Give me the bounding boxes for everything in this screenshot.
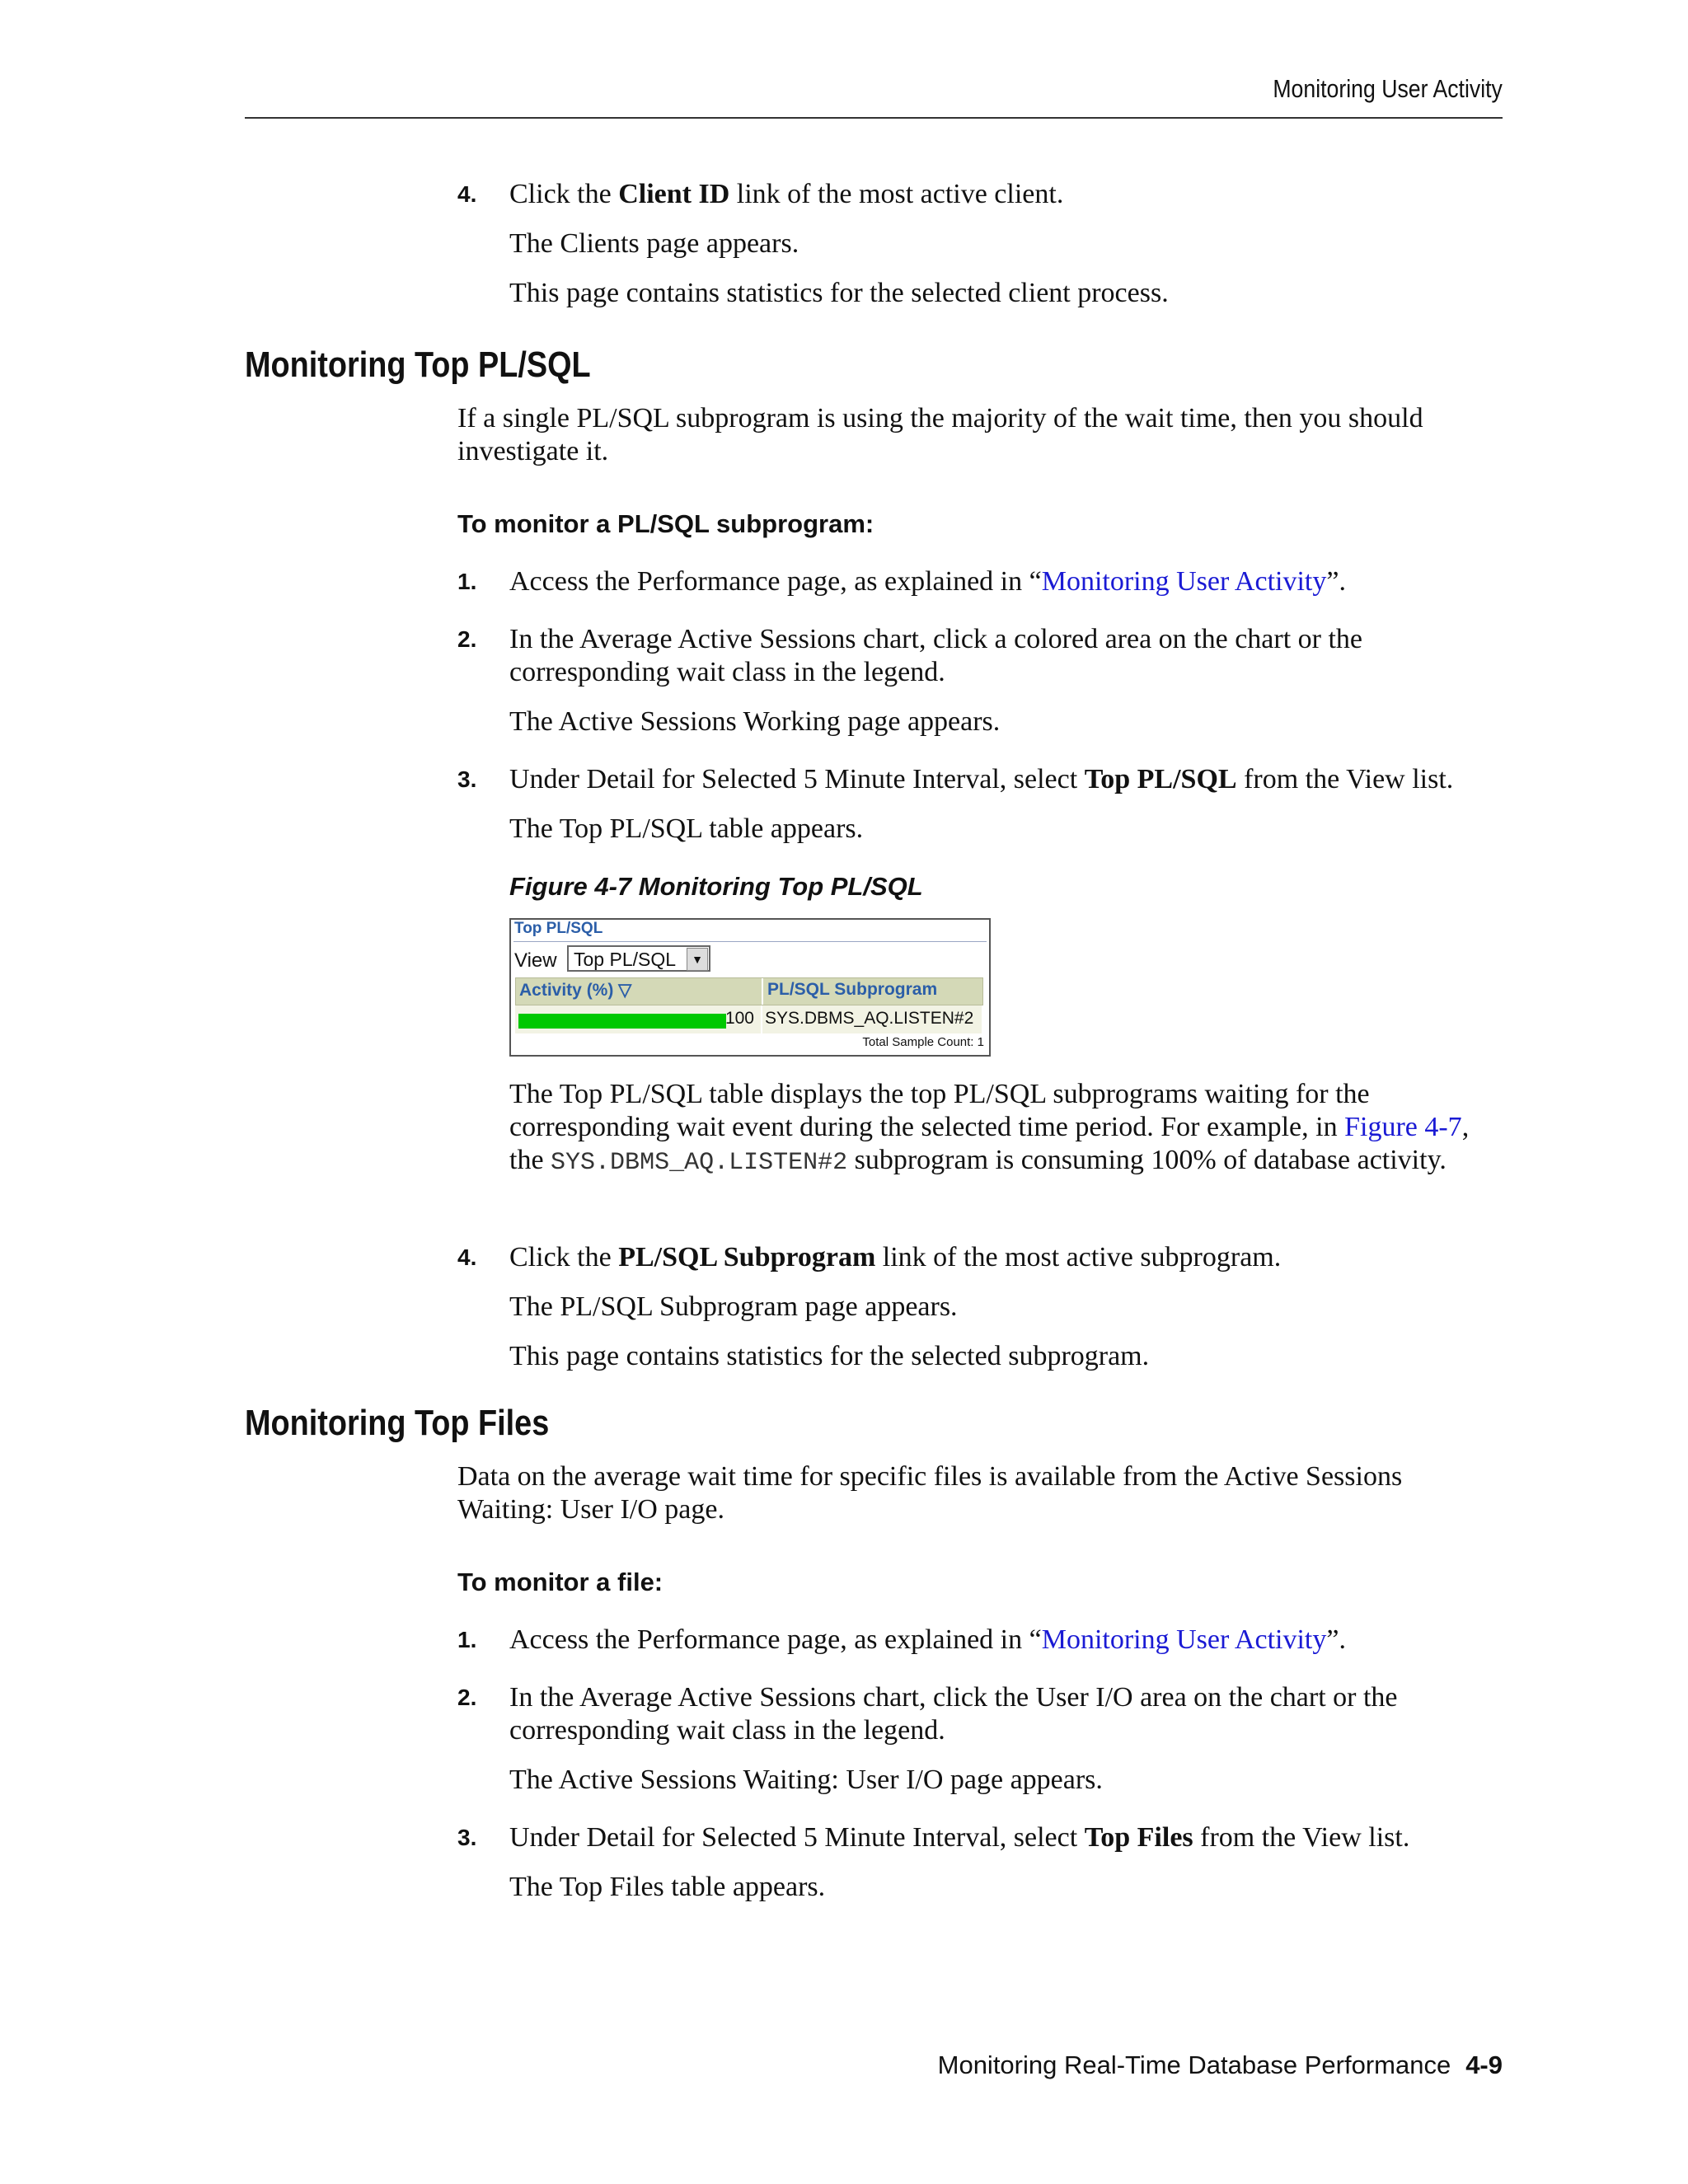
top-plsql-figure xyxy=(509,918,991,1057)
paragraph: This page contains statistics for the selected subprogram. xyxy=(509,1341,1150,1371)
column-separator xyxy=(762,978,763,1005)
activity-column-header[interactable]: Activity (%) ▽ xyxy=(519,981,632,1000)
view-select[interactable] xyxy=(567,945,710,972)
activity-value: 100 xyxy=(724,1009,754,1028)
paragraph: The Top PL/SQL table appears. xyxy=(509,813,864,844)
step-number: 4. xyxy=(457,181,477,207)
activity-bar xyxy=(518,1014,726,1029)
figure-4-7-link[interactable]: Figure 4-7 xyxy=(1344,1112,1462,1142)
paragraph: This page contains statistics for the selected client process. xyxy=(509,278,1169,308)
column-separator xyxy=(761,1005,762,1033)
view-label: View xyxy=(514,949,557,972)
section-intro: Data on the average wait time for specific files is available from the Active Sessions Waiting: User I/O page. xyxy=(457,1461,1403,1525)
divider xyxy=(513,941,987,942)
section-intro: If a single PL/SQL subprogram is using the majority of the wait time, then you should investigate it. xyxy=(457,403,1423,466)
step-number: 2. xyxy=(457,626,477,652)
step-number: 3. xyxy=(457,1825,477,1850)
step-text: In the Average Active Sessions chart, click the User I/O area on the chart or the corresponding wait class in the legend. xyxy=(509,1682,1398,1746)
running-header xyxy=(245,71,1503,119)
page-footer xyxy=(938,2050,1503,2080)
code-subprogram: SYS.DBMS_AQ.LISTEN#2 xyxy=(551,1149,848,1177)
figure-description: The Top PL/SQL table displays the top PL/SQL subprograms waiting for the corresponding wait event during the selected time period. For example, in Figure 4-7, the SYS.DBMS_AQ.LISTEN#2 subprogram is consuming 100% of database activity. xyxy=(509,1079,1470,1177)
subprogram-link[interactable]: SYS.DBMS_AQ.LISTEN#2 xyxy=(765,1009,974,1028)
section-heading-top-plsql: Monitoring Top PL/SQL xyxy=(245,344,591,385)
page-number: 4-9 xyxy=(1465,2050,1503,2079)
paragraph: The Active Sessions Working page appears. xyxy=(509,706,1001,737)
step-text: Access the Performance page, as explained in “Monitoring User Activity”. xyxy=(509,1624,1346,1655)
dropdown-arrow-icon[interactable]: ▼ xyxy=(687,948,708,971)
figure-caption: Figure 4-7 Monitoring Top PL/SQL xyxy=(509,872,923,901)
activity-bar-track xyxy=(518,1014,726,1029)
ui-term: Top Files xyxy=(1084,1822,1193,1853)
table-header xyxy=(515,977,983,1005)
view-select-value: Top PL/SQL xyxy=(574,949,677,970)
step-text: Under Detail for Selected 5 Minute Interval, select Top PL/SQL from the View list. xyxy=(509,764,1454,794)
section-heading-top-files: Monitoring Top Files xyxy=(245,1403,550,1443)
step-text: Click the PL/SQL Subprogram link of the most active subprogram. xyxy=(509,1242,1282,1272)
procedure-title: To monitor a file: xyxy=(457,1568,663,1596)
paragraph: The PL/SQL Subprogram page appears. xyxy=(509,1291,958,1322)
step-text: Access the Performance page, as explained in “Monitoring User Activity”. xyxy=(509,566,1346,597)
paragraph: The Active Sessions Waiting: User I/O page appears. xyxy=(509,1765,1103,1795)
ui-term: Top PL/SQL xyxy=(1084,764,1237,794)
step-number: 2. xyxy=(457,1685,477,1710)
figure-title: Top PL/SQL xyxy=(514,920,603,937)
ui-term: PL/SQL Subprogram xyxy=(618,1242,876,1272)
step-number: 1. xyxy=(457,1627,477,1652)
running-header-title: Monitoring User Activity xyxy=(1273,74,1503,103)
total-sample-count: Total Sample Count: 1 xyxy=(862,1035,984,1049)
footer-title: Monitoring Real-Time Database Performance xyxy=(937,2050,1451,2079)
procedure-title: To monitor a PL/SQL subprogram: xyxy=(457,509,874,538)
step-text: Under Detail for Selected 5 Minute Interval, select Top Files from the View list. xyxy=(509,1822,1410,1853)
step-text: Click the Client ID link of the most active client. xyxy=(509,179,1064,209)
table-row xyxy=(515,1005,982,1033)
monitoring-user-activity-link[interactable]: Monitoring User Activity xyxy=(1041,566,1327,597)
step-number: 4. xyxy=(457,1244,477,1270)
step-number: 3. xyxy=(457,766,477,792)
subprogram-column-header[interactable]: PL/SQL Subprogram xyxy=(767,980,938,999)
paragraph: The Top Files table appears. xyxy=(509,1872,826,1902)
ui-term: Client ID xyxy=(618,179,730,209)
step-number: 1. xyxy=(457,569,477,594)
paragraph: The Clients page appears. xyxy=(509,228,799,259)
step-text: In the Average Active Sessions chart, click a colored area on the chart or the corresponding wait class in the legend. xyxy=(509,624,1363,687)
monitoring-user-activity-link[interactable]: Monitoring User Activity xyxy=(1041,1624,1327,1655)
